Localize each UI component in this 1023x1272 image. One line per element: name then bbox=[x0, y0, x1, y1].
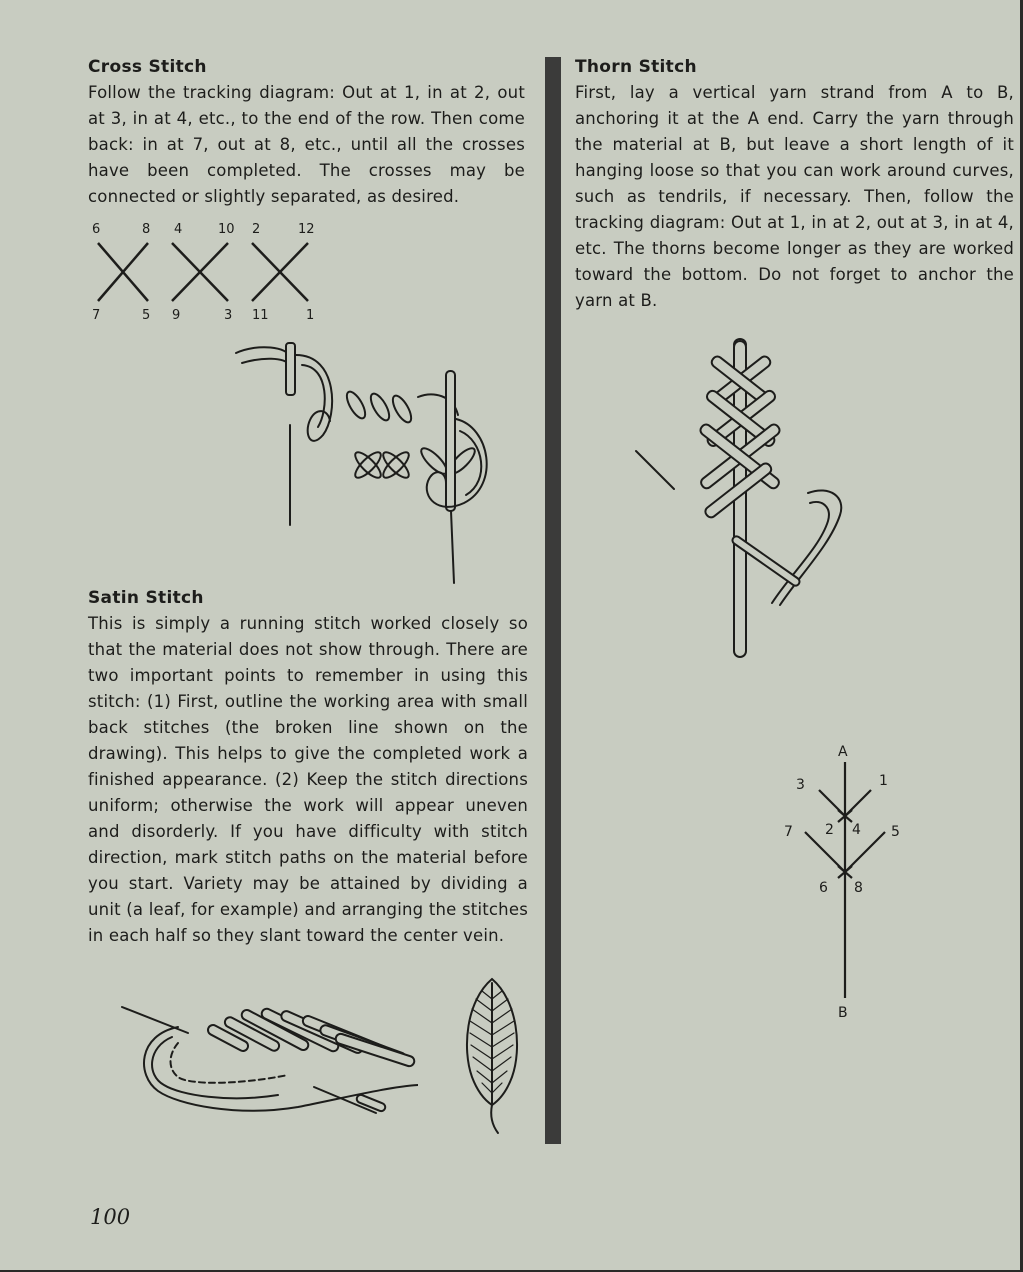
column-divider bbox=[545, 57, 561, 1144]
thorn-stitch-illustration bbox=[630, 335, 860, 665]
leaf-illustration bbox=[452, 975, 532, 1135]
page-number: 100 bbox=[90, 1205, 131, 1229]
cross-stitch-section bbox=[88, 56, 525, 210]
satin-stitch-section bbox=[88, 587, 528, 949]
thorn-label-4: 4 bbox=[852, 822, 861, 838]
diagram-label: 5 bbox=[142, 308, 151, 323]
thorn-stitch-section bbox=[575, 56, 1014, 314]
cross-stitch-body: Follow the tracking diagram: Out at 1, in at 2, out at 3, in at 4, etc., to the end of the row. Then come back: in at 7, out at 8, etc., until all the crosses have been completed. The crosses may be connected or slightly separated, as desired. bbox=[88, 83, 525, 206]
diagram-label: 11 bbox=[252, 308, 269, 323]
diagram-label: 1 bbox=[306, 308, 315, 323]
diagram-label: 2 bbox=[252, 222, 261, 237]
thorn-label-b: B bbox=[838, 1005, 848, 1021]
thorn-label-3: 3 bbox=[796, 777, 805, 793]
thorn-label-1: 1 bbox=[879, 773, 888, 789]
thorn-stitch-tracking-diagram bbox=[775, 740, 915, 1025]
diagram-label: 9 bbox=[172, 308, 181, 323]
cross-stitch-crosses bbox=[98, 243, 308, 301]
satin-stitch-illustration bbox=[118, 995, 418, 1125]
diagram-label: 6 bbox=[92, 222, 101, 237]
diagram-label: 7 bbox=[92, 308, 101, 323]
diagram-label: 4 bbox=[174, 222, 183, 237]
diagram-label: 3 bbox=[224, 308, 233, 323]
thorn-label-6: 6 bbox=[819, 880, 828, 896]
thorn-label-8: 8 bbox=[854, 880, 863, 896]
satin-stitch-title: Satin Stitch bbox=[88, 588, 204, 608]
cross-stitch-tracking-diagram bbox=[80, 215, 340, 325]
thorn-label-5: 5 bbox=[891, 824, 900, 840]
diagram-label: 10 bbox=[218, 222, 235, 237]
thorn-label-a: A bbox=[838, 744, 848, 760]
satin-stitch-body: This is simply a running stitch worked closely so that the material does not show through. There are two important points to remember in using this stitch: (1) First, outline the working area with small back stitches (the broken line shown on the drawing). This helps to give the completed work a finished appearance. (2) Keep the stitch directions uniform; otherwise the work will appear uneven and disorderly. If you have difficulty with stitch direction, mark stitch paths on the material before you start. Variety may be attained by dividing a unit (a leaf, for example) and arranging the stitches in each half so they slant toward the center vein. bbox=[88, 614, 528, 945]
diagram-label: 8 bbox=[142, 222, 151, 237]
thorn-label-7: 7 bbox=[784, 824, 793, 840]
thorn-stitch-body: First, lay a vertical yarn strand from A to B, anchoring it at the A end. Carry the yarn through the material at B, but leave a short length of it hanging loose so that you can work around curves, such as tendrils, if necessary. Then, follow the tracking diagram: Out at 1, in at 2, out at 3, in at 4, etc. The thorns become longer as they are worked toward the bottom. Do not forget to anchor the yarn at B. bbox=[575, 83, 1014, 310]
cross-stitch-needle-illustration bbox=[228, 335, 508, 590]
thorn-stitch-title: Thorn Stitch bbox=[575, 57, 697, 77]
cross-stitch-title: Cross Stitch bbox=[88, 57, 207, 77]
diagram-label: 12 bbox=[298, 222, 315, 237]
thorn-label-2: 2 bbox=[825, 822, 834, 838]
